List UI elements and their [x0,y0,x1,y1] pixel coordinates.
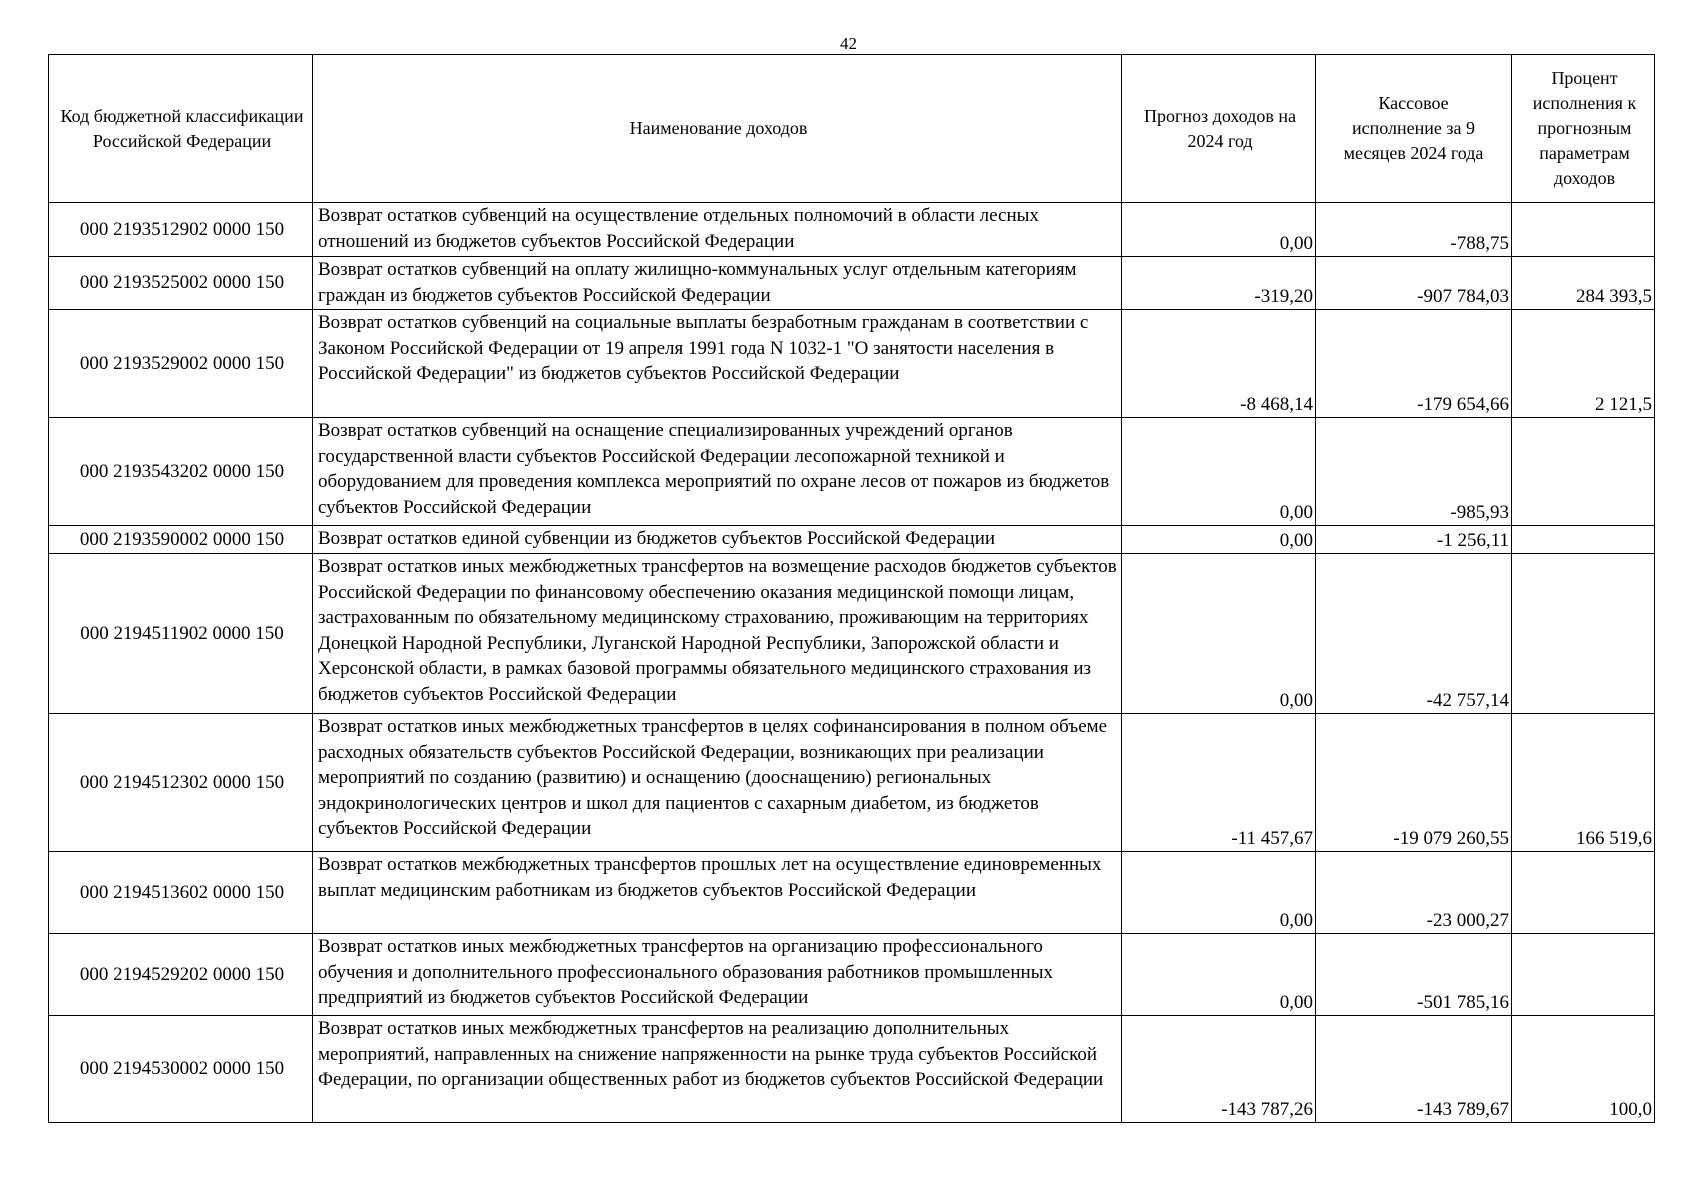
table-row [49,852,1655,934]
table-row [49,714,1655,852]
row-percent [1512,418,1655,526]
row-percent [1512,934,1655,1016]
page-number: 42 [840,34,857,53]
row-code: 000 2194511902 0000 150 [49,554,313,714]
revenue-table [48,54,1655,1123]
row-name: Возврат остатков межбюджетных трансфертов прошлых лет на осуществление единовременных выплат медицинским работникам из бюджетов субъектов Российской Федерации [313,852,1122,934]
row-name: Возврат остатков иных межбюджетных трансфертов на возмещение расходов бюджетов субъектов Российской Федерации по финансовому обеспечению оказания медицинской помощи лицам, застрахованным по обязательному медицинскому страхованию, проживающим на территориях Донецкой Народной Республики, Луганской Народной Республики, Запорожской области и Херсонской области, в рамках базовой программы обязательного медицинского страхования из бюджетов субъектов Российской Федерации [313,554,1122,714]
row-name: Возврат остатков субвенций на социальные выплаты безработным гражданам в соответствии с Законом Российской Федерации от 19 апреля 1991 года N 1032-1 "О занятости населения в Российской Федерации" из бюджетов субъектов Российской Федерации [313,310,1122,418]
row-forecast: -143 787,26 [1122,1016,1316,1123]
header-row [49,55,1655,203]
row-forecast: 0,00 [1122,418,1316,526]
row-percent: 2 121,5 [1512,310,1655,418]
header-forecast: Прогноз доходов на 2024 год [1122,55,1316,203]
table-row [49,554,1655,714]
header-actual: Кассовое исполнение за 9 месяцев 2024 года [1316,55,1512,203]
header-percent: Процент исполнения к прогнозным параметрам доходов [1512,55,1655,203]
row-actual: -501 785,16 [1316,934,1512,1016]
row-code: 000 2193529002 0000 150 [49,310,313,418]
row-forecast: -11 457,67 [1122,714,1316,852]
table-row [49,310,1655,418]
row-forecast: 0,00 [1122,934,1316,1016]
table-row [49,526,1655,554]
row-name: Возврат остатков субвенций на оплату жилищно-коммунальных услуг отдельным категориям граждан из бюджетов субъектов Российской Федерации [313,257,1122,310]
row-actual: -42 757,14 [1316,554,1512,714]
row-forecast: 0,00 [1122,526,1316,554]
row-actual: -19 079 260,55 [1316,714,1512,852]
row-name: Возврат остатков иных межбюджетных трансфертов на реализацию дополнительных мероприятий, направленных на снижение напряженности на рынке труда субъектов Российской Федерации, по организации общественных работ из бюджетов субъектов Российской Федерации [313,1016,1122,1123]
row-percent: 100,0 [1512,1016,1655,1123]
table-row [49,203,1655,257]
row-code: 000 2194512302 0000 150 [49,714,313,852]
row-forecast: -8 468,14 [1122,310,1316,418]
row-name: Возврат остатков субвенций на осуществление отдельных полномочий в области лесных отношений из бюджетов субъектов Российской Федерации [313,203,1122,257]
row-actual: -985,93 [1316,418,1512,526]
row-code: 000 2193590002 0000 150 [49,526,313,554]
row-forecast: 0,00 [1122,554,1316,714]
row-actual: -23 000,27 [1316,852,1512,934]
table-row [49,418,1655,526]
table-row [49,1016,1655,1123]
header-code: Код бюджетной классификации Российской Федерации [49,55,313,203]
row-code: 000 2193525002 0000 150 [49,257,313,310]
row-percent [1512,852,1655,934]
row-code: 000 2193543202 0000 150 [49,418,313,526]
row-name: Возврат остатков иных межбюджетных трансфертов в целях софинансирования в полном объеме расходных обязательств субъектов Российской Федерации, возникающих при реализации мероприятий по созданию (развитию) и оснащению (дооснащению) региональных эндокринологических центров и школ для пациентов с сахарным диабетом, из бюджетов субъектов Российской Федерации [313,714,1122,852]
header-name: Наименование доходов [313,55,1122,203]
row-percent [1512,554,1655,714]
row-name: Возврат остатков иных межбюджетных трансфертов на организацию профессионального обучения и дополнительного профессионального образования работников промышленных предприятий из бюджетов субъектов Российской Федерации [313,934,1122,1016]
row-code: 000 2194513602 0000 150 [49,852,313,934]
table-row [49,257,1655,310]
row-code: 000 2194529202 0000 150 [49,934,313,1016]
table-row [49,934,1655,1016]
row-name: Возврат остатков субвенций на оснащение специализированных учреждений органов государственной власти субъектов Российской Федерации лесопожарной техникой и оборудованием для проведения комплекса мероприятий по охране лесов от пожаров из бюджетов субъектов Российской Федерации [313,418,1122,526]
row-actual: -907 784,03 [1316,257,1512,310]
row-forecast: -319,20 [1122,257,1316,310]
row-code: 000 2193512902 0000 150 [49,203,313,257]
row-percent [1512,526,1655,554]
row-actual: -143 789,67 [1316,1016,1512,1123]
row-percent: 284 393,5 [1512,257,1655,310]
row-code: 000 2194530002 0000 150 [49,1016,313,1123]
row-forecast: 0,00 [1122,852,1316,934]
row-actual: -788,75 [1316,203,1512,257]
row-name: Возврат остатков единой субвенции из бюджетов субъектов Российской Федерации [313,526,1122,554]
row-actual: -1 256,11 [1316,526,1512,554]
row-forecast: 0,00 [1122,203,1316,257]
row-percent [1512,203,1655,257]
row-percent: 166 519,6 [1512,714,1655,852]
row-actual: -179 654,66 [1316,310,1512,418]
